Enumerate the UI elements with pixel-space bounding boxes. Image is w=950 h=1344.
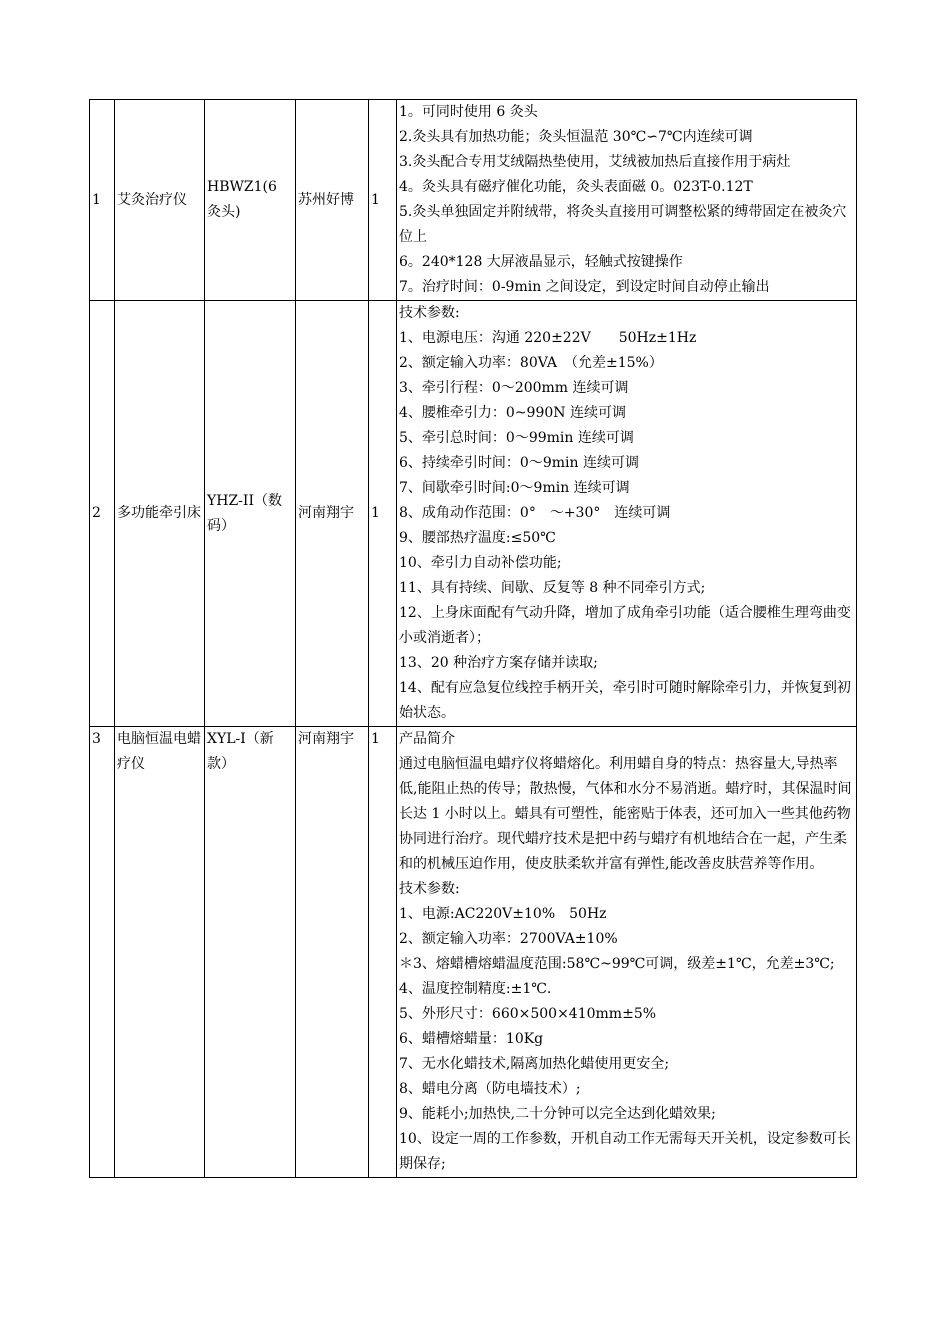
row-number: 3: [90, 727, 115, 1178]
device-model: HBWZ1(6 灸头): [205, 100, 296, 301]
quantity: 1: [369, 100, 397, 301]
spec-line: 产品简介: [399, 731, 455, 747]
manufacturer: 河南翔宇: [296, 727, 369, 1178]
quantity: 1: [369, 727, 397, 1178]
spec-line: 7。治疗时间：0-9min 之间设定，到设定时间自动停止输出: [399, 279, 770, 295]
spec-line: 2.灸头具有加热功能；灸头恒温范 30℃∽7℃内连续可调: [399, 129, 753, 145]
spec-line: 11、具有持续、间歇、反复等 8 种不同牵引方式;: [399, 580, 706, 596]
spec-line: 14、配有应急复位线控手柄开关，牵引时可随时解除牵引力，并恢复到初始状态。: [399, 680, 851, 721]
manufacturer: 河南翔宇: [296, 301, 369, 727]
equipment-spec-table: [89, 99, 857, 1178]
spec-line: 5、牵引总时间：0～99min 连续可调: [399, 430, 634, 446]
spec-line: 1、电源电压：沟通 220±22V 50Hz±1Hz: [399, 330, 697, 346]
spec-line: 1。可同时使用 6 灸头: [399, 104, 538, 120]
manufacturer: 苏州好博: [296, 100, 369, 301]
spec-line: 6。240*128 大屏液晶显示，轻触式按键操作: [399, 254, 683, 270]
device-name: 艾灸治疗仪: [115, 100, 205, 301]
spec-line: 3.灸头配合专用艾绒隔热垫使用，艾绒被加热后直接作用于病灶: [399, 154, 791, 170]
spec-line: 技术参数:: [399, 881, 460, 897]
spec-line: 7、无水化蜡技术,隔离加热化蜡使用更安全;: [399, 1056, 670, 1072]
spec-line: 技术参数:: [399, 305, 460, 321]
spec-line: 4。灸头具有磁疗催化功能，灸头表面磁 0。023T-0.12T: [399, 179, 753, 195]
spec-cell: [397, 727, 857, 1178]
spec-line: 4、腰椎牵引力：0~990N 连续可调: [399, 405, 626, 421]
table-row: [90, 100, 857, 301]
device-model: YHZ-II（数码）: [205, 301, 296, 727]
row-number: 1: [90, 100, 115, 301]
spec-line: 3、牵引行程：0～200mm 连续可调: [399, 380, 629, 396]
spec-line: 1、电源:AC220V±10% 50Hz: [399, 906, 607, 922]
spec-line: 13、20 种治疗方案存储并读取;: [399, 655, 598, 671]
row-number: 2: [90, 301, 115, 727]
device-name: 多功能牵引床: [115, 301, 205, 727]
spec-line: 7、间歇牵引时间:0～9min 连续可调: [399, 480, 630, 496]
spec-cell: [397, 100, 857, 301]
spec-line: 10、牵引力自动补偿功能;: [399, 555, 562, 571]
spec-paragraph: 通过电脑恒温电蜡疗仪将蜡熔化。利用蜡自身的特点：热容量大,导热率低,能阻止热的传导；散热慢，气体和水分不易消逝。蜡疗时，其保温时间长达 1 小时以上。蜡具有可塑性，能密贴于体表，还可加入一些其他药物协同进行治疗。现代蜡疗技术是把中药与蜡疗有机地结合在一起，产生柔和的机械压迫作用，使皮肤柔软并富有弹性,能改善皮肤营养等作用。: [399, 756, 852, 872]
quantity: 1: [369, 301, 397, 727]
spec-line: 9、能耗小;加热快,二十分钟可以完全达到化蜡效果;: [399, 1106, 716, 1122]
spec-line: 12、上身床面配有气动升降，增加了成角牵引功能（适合腰椎生理弯曲变小或消逝者）；: [399, 605, 851, 646]
spec-line: 10、设定一周的工作参数，开机自动工作无需每天开关机，设定参数可长期保存;: [399, 1131, 851, 1172]
spec-line: ＊3、熔蜡槽熔蜡温度范围:58℃~99℃可调，级差±1℃，允差±3℃;: [399, 956, 835, 972]
table-row: [90, 301, 857, 727]
spec-line: 5.灸头单独固定并附绒带，将灸头直接用可调整松紧的缚带固定在被灸穴位上: [399, 204, 847, 245]
spec-line: 6、蜡槽熔蜡量：10Kg: [399, 1031, 544, 1047]
spec-cell: [397, 301, 857, 727]
spec-line: 8、成角动作范围：0° ～+30° 连续可调: [399, 505, 671, 521]
spec-line: 6、持续牵引时间：0～9min 连续可调: [399, 455, 639, 471]
device-name: 电脑恒温电蜡疗仪: [115, 727, 205, 1178]
device-model: XYL-I（新款）: [205, 727, 296, 1178]
spec-line: 9、腰部热疗温度:≤50℃: [399, 530, 556, 546]
spec-line: 4、温度控制精度:±1℃.: [399, 981, 552, 997]
spec-line: 5、外形尺寸：660×500×410mm±5%: [399, 1006, 657, 1022]
spec-line: 8、蜡电分离（防电墙技术）;: [399, 1081, 581, 1097]
table-row: [90, 727, 857, 1178]
spec-line: 2、额定输入功率：2700VA±10%: [399, 931, 618, 947]
spec-line: 2、额定输入功率：80VA （允差±15%）: [399, 355, 663, 371]
